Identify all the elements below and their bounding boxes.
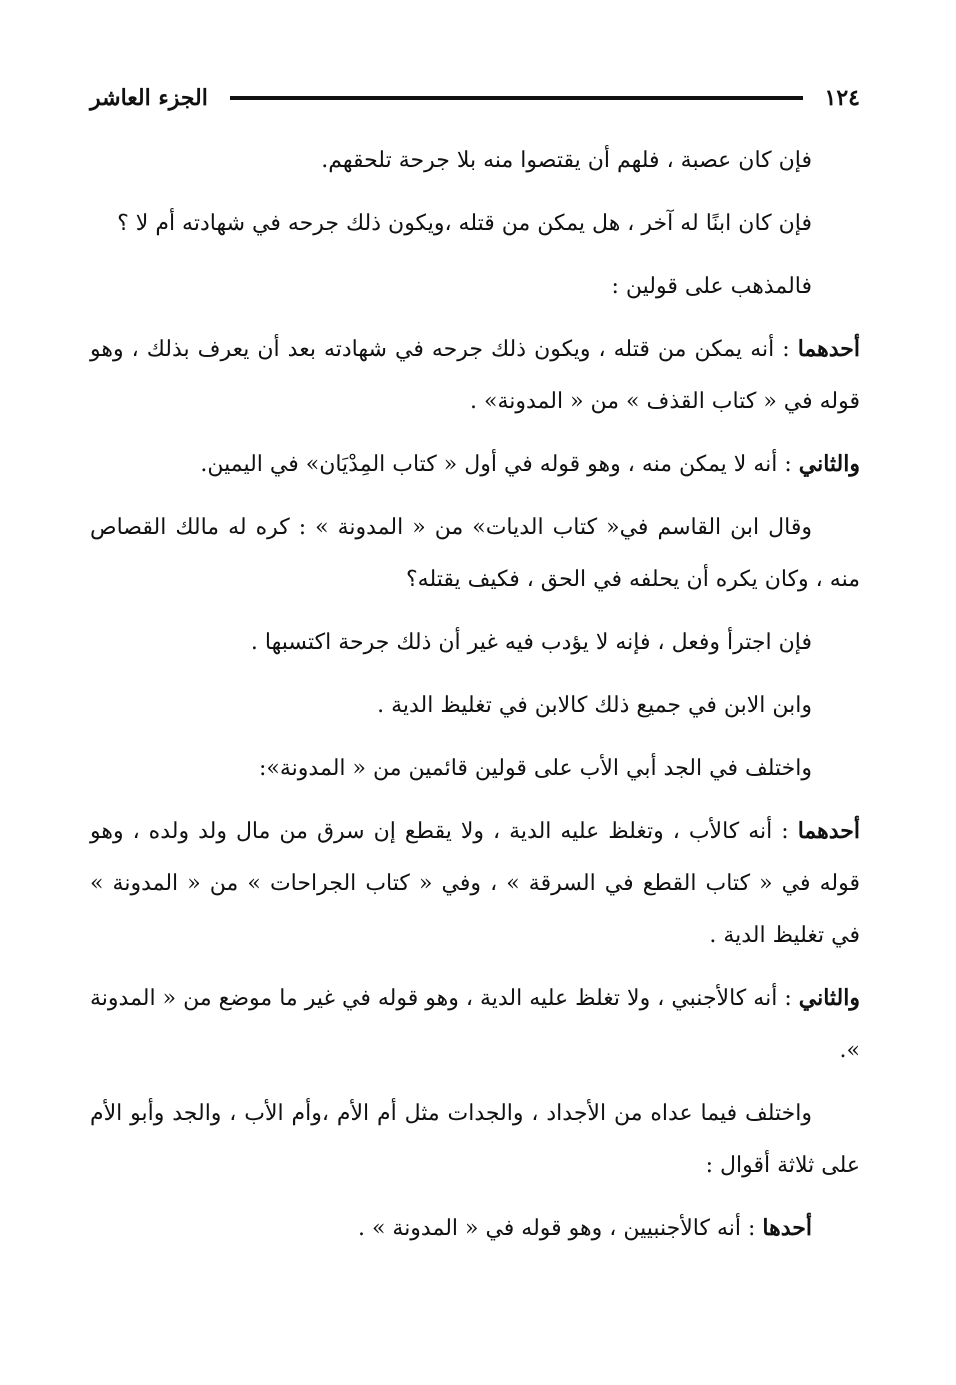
paragraph-text: واختلف في الجد أبي الأب على قولين قائمين من « المدونة»:	[259, 756, 812, 781]
paragraph	[90, 323, 860, 428]
paragraph	[90, 501, 860, 606]
book-page	[90, 70, 860, 1350]
paragraph-text: : أنه كالأب ، وتغلظ عليه الدية ، ولا يقطع إن سرق من مال ولد ولده ، وهو قوله في « كتاب القطع في السرقة » ، وفي « كتاب الجراحات » من « المدونة » في تغليظ الدية .	[90, 819, 860, 948]
paragraph	[90, 197, 860, 250]
text-body	[90, 134, 860, 1255]
paragraph-text: فإن اجترأ وفعل ، فإنه لا يؤدب فيه غير أن ذلك جرحة اكتسبها .	[250, 630, 812, 655]
paragraph-text: فإن كان ابنًا له آخر ، هل يمكن من قتله ،ويكون ذلك جرحه في شهادته أم لا ؟	[117, 211, 812, 236]
paragraph-text: : أنه لا يمكن منه ، وهو قوله في أول « كتاب المِدْيَان» في اليمين.	[200, 452, 799, 477]
paragraph-text: واختلف فيما عداه من الأجداد ، والجدات مثل أم الأم ،وأم الأب ، والجد وأبو الأم على ثلاثة أقوال :	[90, 1101, 860, 1178]
paragraph	[90, 134, 860, 187]
paragraph-text: وقال ابن القاسم في« كتاب الديات» من « المدونة » : كره له مالك القصاص منه ، وكان يكره أن يحلفه في الحق ، فكيف يقتله؟	[90, 515, 860, 592]
header-rule	[230, 96, 803, 100]
paragraph	[90, 438, 860, 491]
paragraph	[90, 1087, 860, 1192]
paragraph	[90, 805, 860, 962]
paragraph-text: فالمذهب على قولين :	[611, 274, 812, 299]
paragraph-lead: والثاني	[798, 451, 860, 477]
paragraph-lead: أحدهما	[797, 818, 860, 844]
paragraph-text: وابن الابن في جميع ذلك كالابن في تغليظ الدية .	[377, 693, 812, 718]
page-number: ١٢٤	[824, 85, 860, 111]
paragraph-lead: والثاني	[798, 985, 860, 1011]
paragraph	[90, 1202, 860, 1255]
paragraph	[90, 972, 860, 1077]
paragraph	[90, 260, 860, 313]
paragraph-lead: أحدها	[762, 1215, 812, 1241]
paragraph-text: : أنه يمكن من قتله ، ويكون ذلك جرحه في شهادته بعد أن يعرف بذلك ، وهو قوله في « كتاب القذف » من « المدونة» .	[90, 337, 860, 414]
paragraph-lead: أحدهما	[797, 336, 860, 362]
paragraph	[90, 679, 860, 732]
paragraph-text: : أنه كالأجنبيين ، وهو قوله في « المدونة » .	[357, 1216, 763, 1241]
paragraph-text: : أنه كالأجنبي ، ولا تغلظ عليه الدية ، وهو قوله في غير ما موضع من « المدونة ».	[90, 986, 860, 1063]
paragraph-text: فإن كان عصبة ، فلهم أن يقتصوا منه بلا جرحة تلحقهم.	[321, 148, 812, 173]
paragraph	[90, 742, 860, 795]
page-header	[90, 70, 860, 126]
running-title: الجزء العاشر	[90, 85, 208, 111]
paragraph	[90, 616, 860, 669]
